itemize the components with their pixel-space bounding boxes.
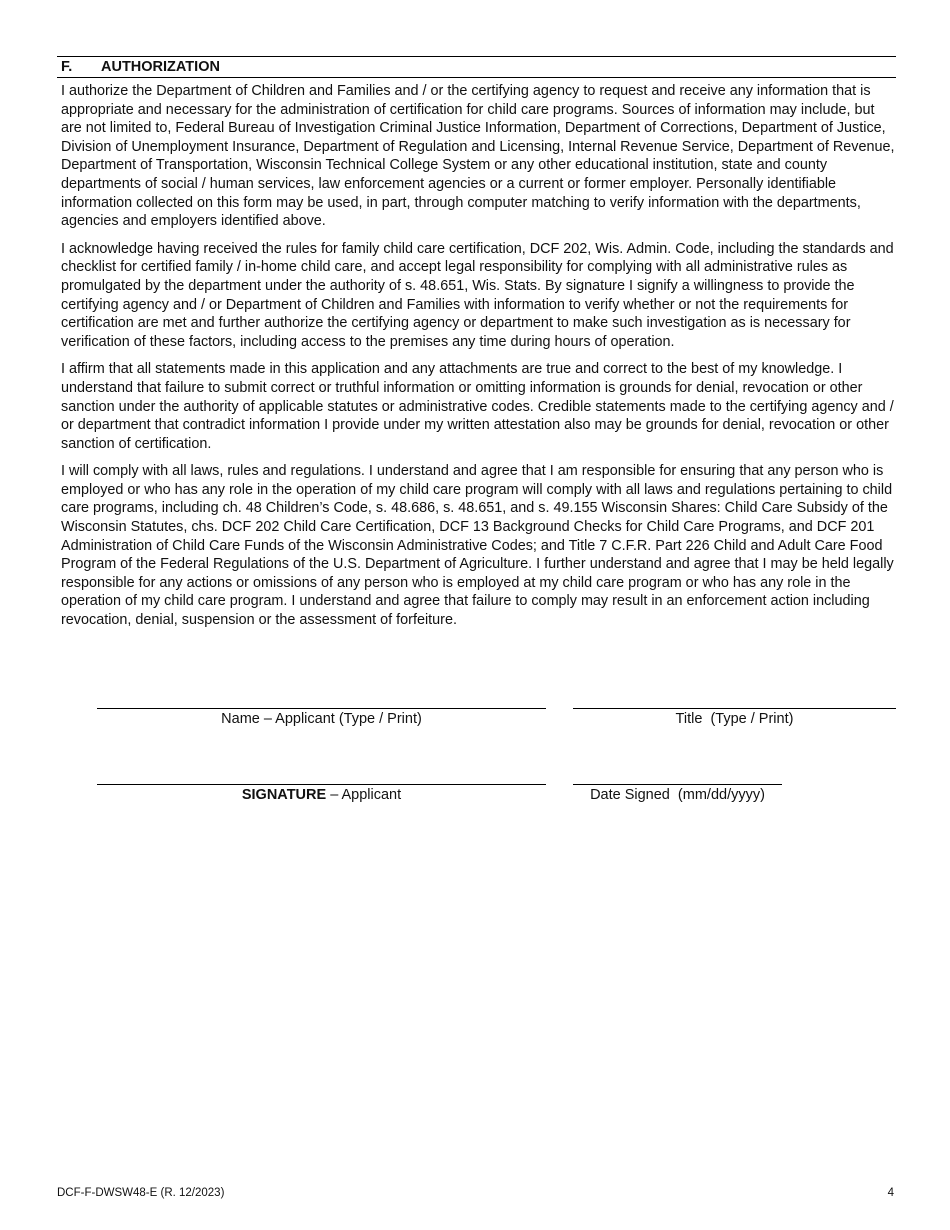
form-id: DCF-F-DWSW48-E (R. 12/2023)	[57, 1187, 225, 1199]
section-title: AUTHORIZATION	[101, 59, 220, 75]
title-field-line[interactable]	[573, 708, 896, 709]
name-field-label: Name – Applicant (Type / Print)	[221, 711, 422, 727]
paragraph-comply: I will comply with all laws, rules and regulations. I understand and agree that I am responsible for ensuring that any person who is employed or who has any role in the operation of my child care program will comply with all laws and regulations pertaining to child care programs, including ch. 48 Children’s Code, s. 48.686, s. 48.651, and s. 49.155 Wisconsin Shares: Child Care Subsidy of the Wisconsin Statutes, chs. DCF 202 Child Care Certification, DCF 13 Background Checks for Child Care Programs, and DCF 201 Administration of Child Care Funds of the Wisconsin Administrative Codes; and Title 7 C.F.R. Part 226 Child and Adult Care Food Program of the Federal Regulations of the U.S. Department of Agriculture. I further understand and agree that I may be held legally responsible for any actions or omissions of any person who is employed at my child care program or who has any role in the operation of my child care program. I understand and agree that failure to comply may result in an enforcement action including revocation, denial, suspension or the assessment of forfeiture.	[61, 463, 894, 629]
paragraph-authorize: I authorize the Department of Children and Families and / or the certifying agency to request and receive any information that is appropriate and necessary for the administration of certification for child care programs. Sources of information may include, but are not limited to, Federal Bureau of Investigation Criminal Justice Information, Department of Corrections, Department of Justice, Division of Unemployment Insurance, Department of Regulation and Licensing, Internal Revenue Service, Department of Revenue, Department of Transportation, Wisconsin Technical College System or any other educational institution, state and county departments of social / human services, law enforcement agencies or a current or former employer. Personally identifiable information collected on this form may be used, in part, through computer matching to verify information with the departments, agencies and employers identified above.	[61, 83, 895, 230]
title-field-label: Title (Type / Print)	[675, 711, 794, 727]
authorization-text	[61, 82, 897, 639]
page-number: 4	[887, 1187, 894, 1199]
section-header	[57, 56, 896, 78]
name-field-line[interactable]	[97, 708, 546, 709]
paragraph-affirm: I affirm that all statements made in this application and any attachments are true and correct to the best of my knowledge. I understand that failure to submit correct or truthful information or omitting information is grounds for denial, revocation or other sanction under the authority of applicable statutes or administrative codes. Credible statements made to the certifying agency and / or department that contradict information I provide under my written attestation also may be grounds for denial, revocation or other sanction of certification.	[61, 361, 894, 452]
signature-rest-text: – Applicant	[326, 787, 402, 803]
date-field-label: Date Signed (mm/dd/yyyy)	[590, 787, 765, 803]
paragraph-acknowledge: I acknowledge having received the rules for family child care certification, DCF 202, Wis. Admin. Code, including the standards and checklist for certified family / in-home child care, and accept legal responsibility for complying with all administrative rules as promulgated by the department under the authority of s. 48.651, Wis. Stats. By signature I signify a willingness to provide the certifying agency and / or Department of Children and Families with information to verify whether or not the requirements for certification are met and further authorize the certifying agency or department to make such investigation as is necessary for verification of these factors, including access to the premises any time during hours of operation.	[61, 240, 894, 350]
signature-bold-text: SIGNATURE	[241, 787, 327, 803]
signature-field-label	[97, 786, 546, 804]
section-letter: F.	[61, 59, 73, 75]
date-field-line[interactable]	[573, 784, 782, 785]
signature-field-line[interactable]	[97, 784, 546, 785]
